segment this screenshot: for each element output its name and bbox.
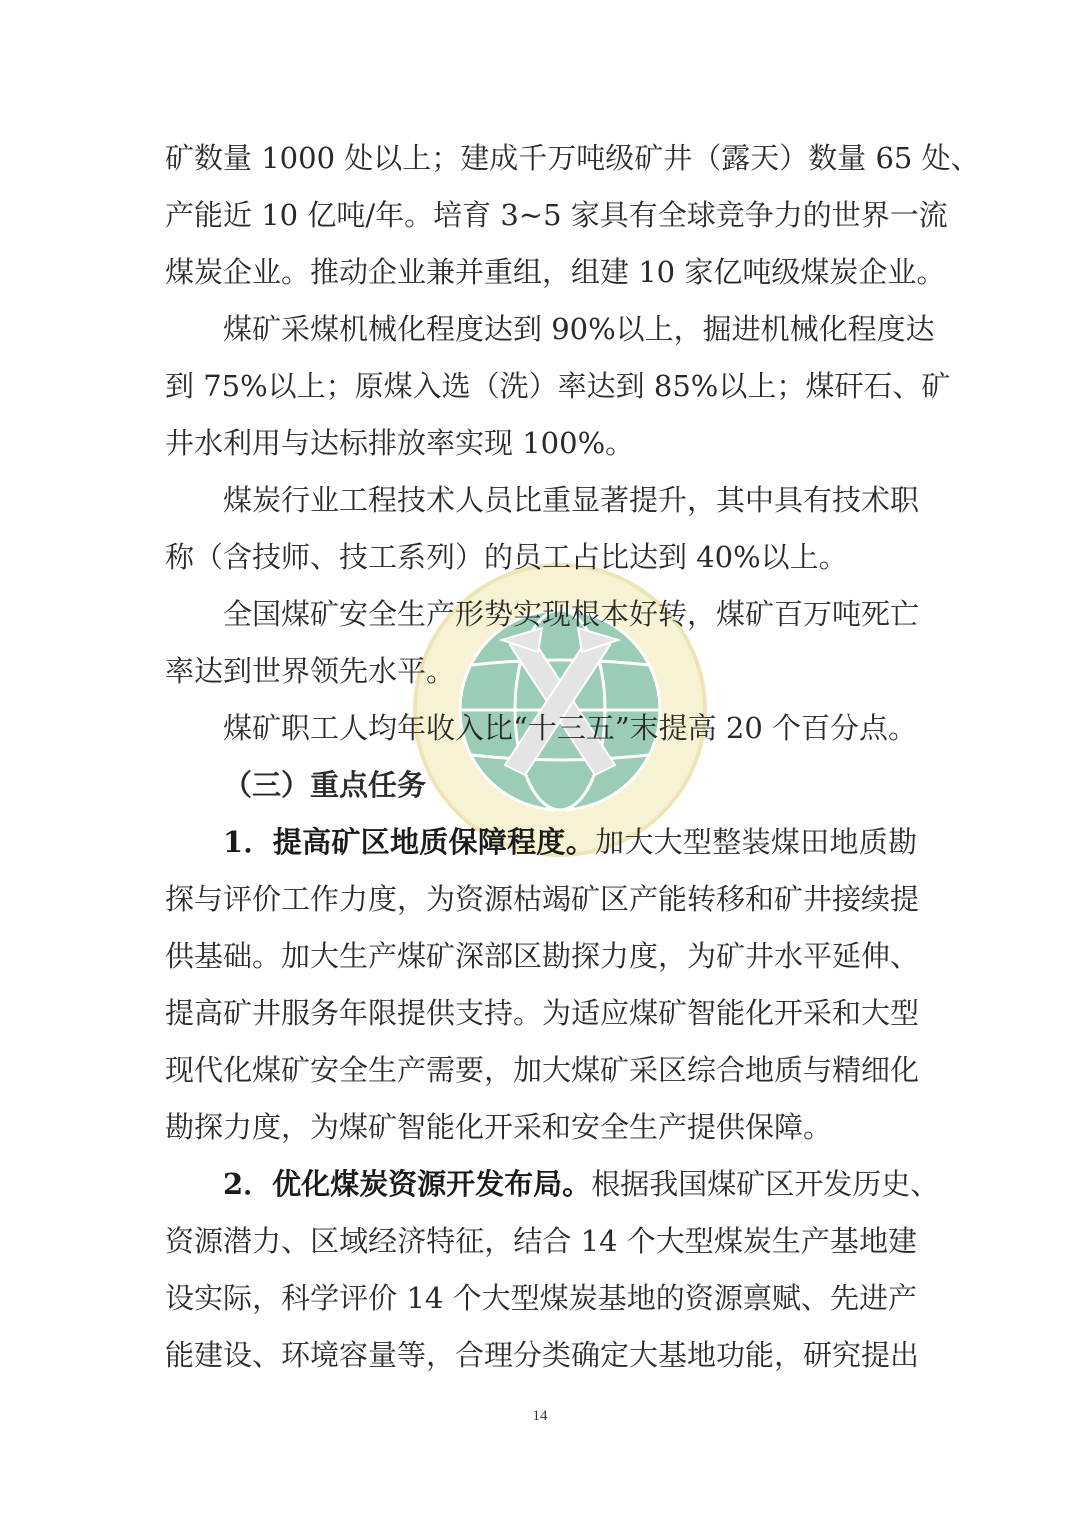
text-line: 资源潜力、区域经济特征，结合 14 个大型煤炭生产基地建 — [165, 1224, 917, 1258]
text-line: 称（含技师、技工系列）的员工占比达到 40%以上。 — [165, 540, 848, 574]
text-line: 矿数量 1000 处以上；建成千万吨级矿井（露天）数量 65 处、 — [165, 141, 980, 175]
text-line: 煤矿职工人均年收入比“十三五”末提高 20 个百分点。 — [223, 711, 917, 745]
text-line: 探与评价工作力度，为资源枯竭矿区产能转移和矿井接续提 — [165, 882, 920, 916]
task-text: 根据我国煤矿区开发历史、 — [591, 1167, 940, 1201]
text-line: 勘探力度，为煤矿智能化开采和安全生产提供保障。 — [165, 1110, 833, 1144]
text-line: 现代化煤矿安全生产需要，加大煤矿采区综合地质与精细化 — [165, 1053, 920, 1087]
page-number: 14 — [532, 1408, 548, 1424]
text-line: 设实际，科学评价 14 个大型煤炭基地的资源禀赋、先进产 — [165, 1281, 917, 1315]
text-line: 煤炭行业工程技术人员比重显著提升，其中具有技术职 — [223, 483, 920, 517]
text-line: 到 75%以上；原煤入选（洗）率达到 85%以上；煤矸石、矿 — [165, 369, 951, 403]
text-line: 产能近 10 亿吨/年。培育 3~5 家具有全球竞争力的世界一流 — [165, 198, 948, 232]
task-title: 2．优化煤炭资源开发布局。 — [223, 1167, 592, 1201]
text-line — [165, 1156, 940, 1213]
text-line: 全国煤矿安全生产形势实现根本好转，煤矿百万吨死亡 — [223, 597, 920, 631]
text-line: 提高矿井服务年限提供支持。为适应煤矿智能化开采和大型 — [165, 996, 920, 1030]
task-title: 1．提高矿区地质保障程度。 — [223, 825, 596, 859]
text-line: 井水利用与达标排放率实现 100%。 — [165, 426, 635, 460]
text-line — [165, 814, 917, 871]
body-text — [165, 130, 980, 1384]
text-line: 供基础。加大生产煤矿深部区勘探力度，为矿井水平延伸、 — [165, 939, 920, 973]
text-line: 能建设、环境容量等，合理分类确定大基地功能，研究提出 — [165, 1338, 920, 1372]
text-line: 煤矿采煤机械化程度达到 90%以上，掘进机械化程度达 — [223, 312, 935, 346]
text-line: 煤炭企业。推动企业兼并重组，组建 10 家亿吨级煤炭企业。 — [165, 255, 946, 289]
text-line: 率达到世界领先水平。 — [165, 654, 456, 688]
task-text: 加大大型整装煤田地质勘 — [595, 825, 917, 859]
section-heading: （三）重点任务 — [223, 768, 427, 802]
